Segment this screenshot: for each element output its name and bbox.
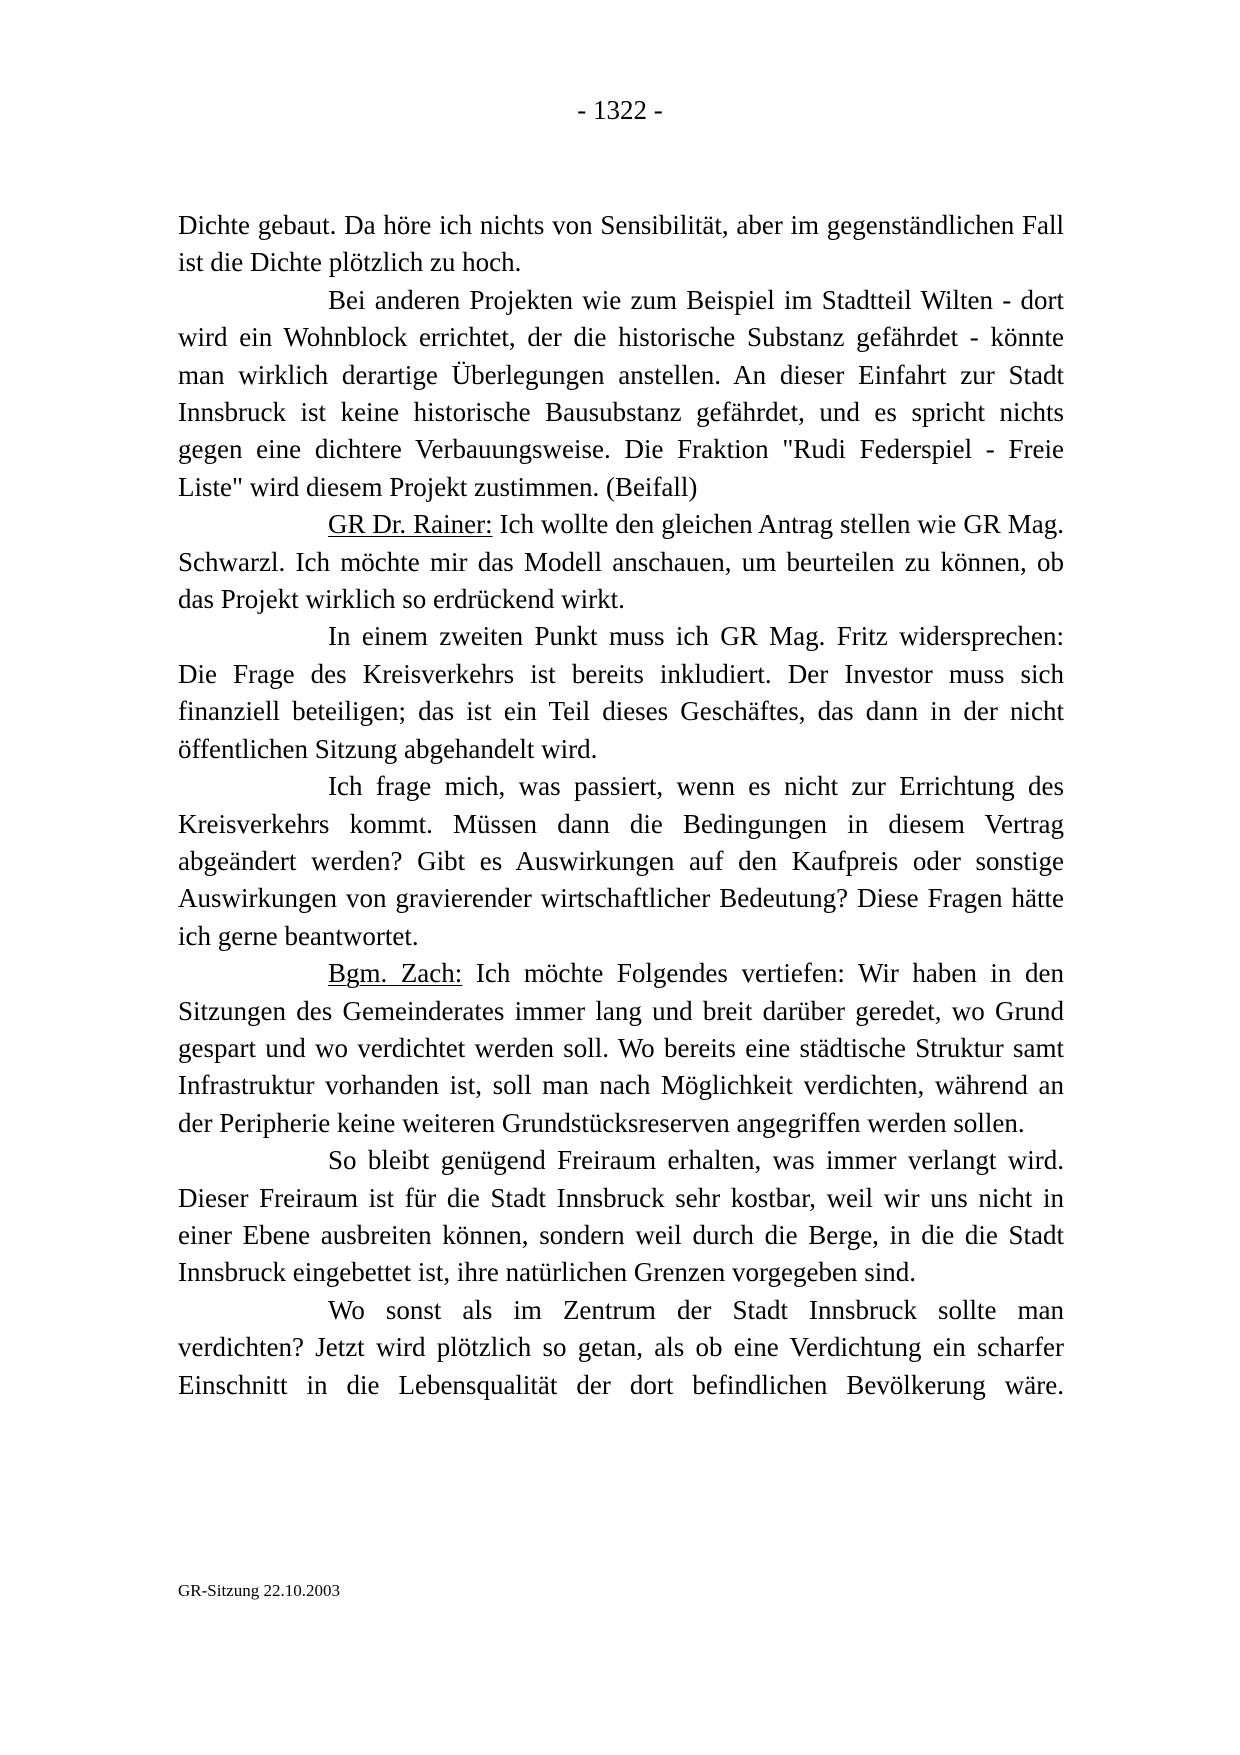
page-number: - 1322 - [577,95,663,125]
footer-session-label: GR-Sitzung 22.10.2003 [178,1581,340,1600]
paragraph-text: So bleibt genügend Freiraum erhalten, was immer verlangt wird. Dieser Freiraum ist für die Stadt Innsbruck sehr kostbar, weil wir uns nicht in einer Ebene ausbreiten können, sondern weil durch die Berge, in die die Stadt Innsbruck eingebettet ist, ihre natürlichen Grenzen vorgegeben sind. [178,1145,1064,1288]
paragraph-text: Dichte gebaut. Da höre ich nichts von Sensibilität, aber im gegenständlichen Fall ist die Dichte plötzlich zu hoch. [178,210,1064,278]
paragraph-text: Wo sonst als im Zentrum der Stadt Innsbruck sollte man verdichten? Jetzt wird plötzlich so getan, als ob eine Verdichtung ein scharfer Einschnitt in die Lebensqualität der dort befindlichen Bevölkerung wäre. [178,1294,1064,1400]
paragraph-speaker-zach [178,955,1064,1142]
body-text [178,207,1064,1404]
paragraph-kreisverkehr [178,618,1064,768]
paragraph-freiraum [178,1142,1064,1292]
speaker-name: GR Dr. Rainer: [328,509,493,540]
paragraph-text: In einem zweiten Punkt muss ich GR Mag. Fritz widersprechen: Die Frage des Kreisverkehrs ist bereits inkludiert. Der Investor muss sich finanziell beteiligen; das ist ein Teil dieses Geschäftes, das dann in der nicht öffentlichen Sitzung abgehandelt wird. [178,621,1064,764]
speaker-name: Bgm. Zach: [328,958,463,989]
paragraph-continuation [178,207,1064,282]
paragraph-wilten-projects [178,282,1064,506]
paragraph-text: Ich wollte den gleichen Antrag stellen wie GR Mag. Schwarzl. Ich möchte mir das Modell anschauen, um beurteilen zu können, ob das Projekt wirklich so erdrückend wirkt. [178,509,1064,615]
paragraph-verdichtung [178,1292,1064,1404]
paragraph-speaker-rainer [178,506,1064,618]
paragraph-text: Ich frage mich, was passiert, wenn es nicht zur Errichtung des Kreisverkehrs kommt. Müssen dann die Bedingungen in diesem Vertrag abgeändert werden? Gibt es Auswirkungen auf den Kaufpreis oder sonstige Auswirkungen von gravierender wirtschaftlicher Bedeutung? Diese Fragen hätte ich gerne beantwortet. [178,771,1064,951]
paragraph-text: Bei anderen Projekten wie zum Beispiel im Stadtteil Wilten - dort wird ein Wohnblock errichtet, der die historische Substanz gefährdet - könnte man wirklich derartige Überlegungen anstellen. An dieser Einfahrt zur Stadt Innsbruck ist keine historische Bausubstanz gefährdet, und es spricht nichts gegen eine dichtere Verbauungsweise. Die Fraktion "Rudi Federspiel - Freie Liste" wird diesem Projekt zustimmen. (Beifall) [178,284,1064,502]
paragraph-text: Ich möchte Folgendes vertiefen: Wir haben in den Sitzungen des Gemeinderates immer lang und breit darüber geredet, wo Grund gespart und wo verdichtet werden soll. Wo bereits eine städtische Struktur samt Infrastruktur vorhanden ist, soll man nach Möglichkeit verdichten, während an der Peripherie keine weiteren Grundstücksreserven angegriffen werden sollen. [178,958,1064,1138]
paragraph-questions [178,768,1064,955]
